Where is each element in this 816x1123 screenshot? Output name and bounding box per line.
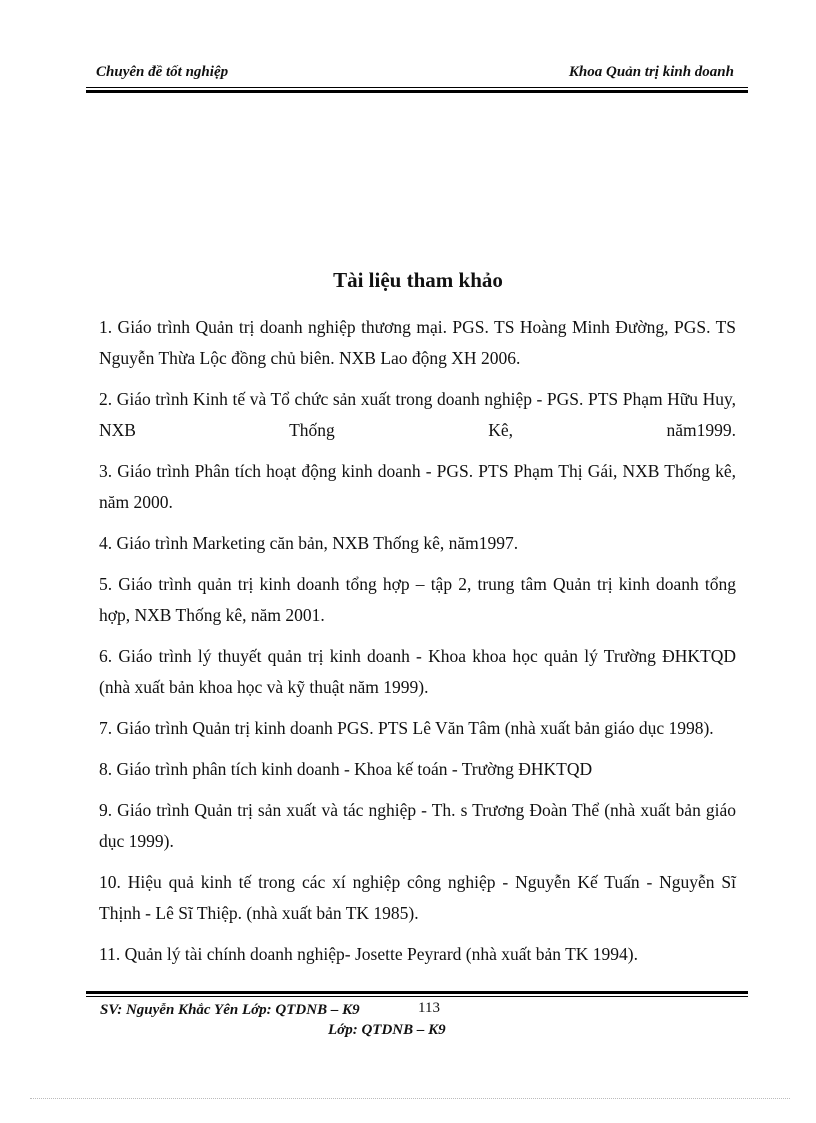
header-left-text: Chuyên đề tốt nghiệp xyxy=(96,64,229,80)
page-title: Tài liệu tham khảo xyxy=(333,268,503,292)
page-edge-dotted-line xyxy=(30,1098,790,1099)
header-right-text: Khoa Quản trị kinh doanh xyxy=(568,64,734,80)
reference-item: 11. Quản lý tài chính doanh nghiệp- Josette Peyrard (nhà xuất bản TK 1994). xyxy=(99,944,638,964)
reference-item: 6. Giáo trình lý thuyết quản trị kinh doanh - Khoa khoa học quản lý Trường ĐHKTQD (nhà xuất bản khoa học và kỹ thuật năm 1999). xyxy=(99,646,736,697)
reference-item: 10. Hiệu quả kinh tế trong các xí nghiệp công nghiệp - Nguyễn Kế Tuấn - Nguyễn Sĩ Thịnh - Lê Sĩ Thiệp. (nhà xuất bản TK 1985). xyxy=(99,872,736,923)
footer-rule-thick xyxy=(86,991,748,994)
reference-item: 3. Giáo trình Phân tích hoạt động kinh doanh - PGS. PTS Phạm Thị Gái, NXB Thống kê, năm 2000. xyxy=(99,461,736,512)
footer-class: Lớp: QTDNB – K9 xyxy=(328,1022,446,1038)
reference-item: 2. Giáo trình Kinh tế và Tổ chức sản xuất trong doanh nghiệp - PGS. PTS Phạm Hữu Huy, NXB Thống Kê, năm1999. xyxy=(99,389,736,440)
reference-item: 1. Giáo trình Quản trị doanh nghiệp thương mại. PGS. TS Hoàng Minh Đường, PGS. TS Nguyễn Thừa Lộc đồng chủ biên. NXB Lao động XH 2006. xyxy=(99,317,736,368)
reference-item: 7. Giáo trình Quản trị kinh doanh PGS. PTS Lê Văn Tâm (nhà xuất bản giáo dục 1998). xyxy=(99,718,714,738)
page-header xyxy=(86,62,748,86)
reference-list xyxy=(99,312,736,970)
reference-item: 4. Giáo trình Marketing căn bản, NXB Thống kê, năm1997. xyxy=(99,533,519,553)
reference-item: 9. Giáo trình Quản trị sản xuất và tác nghiệp - Th. s Trương Đoàn Thể (nhà xuất bản giáo dục 1999). xyxy=(99,800,736,851)
page-number: 113 xyxy=(418,1000,440,1016)
reference-item: 5. Giáo trình quản trị kinh doanh tổng hợp – tập 2, trung tâm Quản trị kinh doanh tổng hợp, NXB Thống kê, năm 2001. xyxy=(99,574,736,625)
header-rule-thin xyxy=(86,87,748,88)
header-rule-thick xyxy=(86,90,748,93)
reference-item: 8. Giáo trình phân tích kinh doanh - Khoa kế toán - Trường ĐHKTQD xyxy=(99,759,593,779)
footer-rule-thin xyxy=(86,996,748,997)
footer-student: SV: Nguyễn Khắc Yên Lớp: QTDNB – K9 xyxy=(100,1002,360,1018)
